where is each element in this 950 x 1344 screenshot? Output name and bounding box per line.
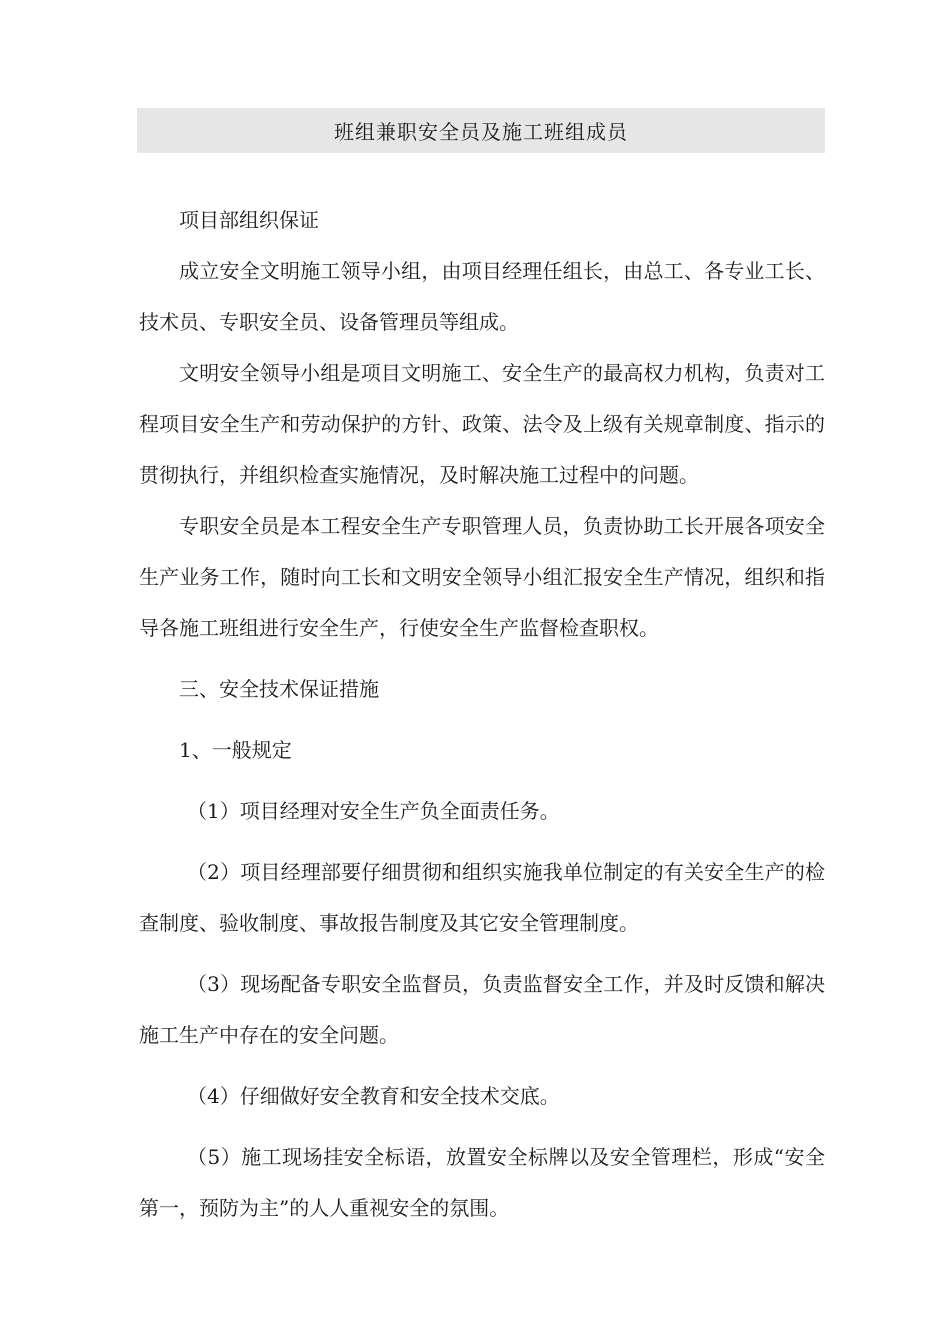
list-item-4: （4）仔细做好安全教育和安全技术交底。 [187,1084,560,1108]
list-item-2: （2）项目经理部要仔细贯彻和组织实施我单位制定的有关安全生产的检查制度、验收制度、事故报告制度及其它安全管理制度。 [139,860,825,935]
banner-title: 班组兼职安全员及施工班组成员 [334,120,628,144]
paragraph-leadership-group: 成立安全文明施工领导小组，由项目经理任组长，由总工、各专业工长、技术员、专职安全员、设备管理员等组成。 [139,259,825,334]
subsection-heading-general-rules: 1、一般规定 [179,738,292,762]
list-item-1: （1）项目经理对安全生产负全面责任务。 [187,799,560,823]
paragraph-safety-officer: 专职安全员是本工程安全生产专职管理人员，负责协助工长开展各项安全生产业务工作，随时向工长和文明安全领导小组汇报安全生产情况，组织和指导各施工班组进行安全生产，行使安全生产监督检查职权。 [139,514,825,640]
section-heading-safety-measures: 三、安全技术保证措施 [179,677,379,701]
list-item-5: （5）施工现场挂安全标语，放置安全标牌以及安全管理栏，形成“安全第一，预防为主”的人人重视安全的氛围。 [139,1145,825,1220]
document-body [139,195,825,1234]
list-item-3: （3）现场配备专职安全监督员，负责监督安全工作，并及时反馈和解决施工生产中存在的安全问题。 [139,972,825,1047]
paragraph-org-guarantee: 项目部组织保证 [179,208,319,232]
paragraph-leadership-duties: 文明安全领导小组是项目文明施工、安全生产的最高权力机构，负责对工程项目安全生产和劳动保护的方针、政策、法令及上级有关规章制度、指示的贯彻执行，并组织检查实施情况，及时解决施工过程中的问题。 [139,361,825,487]
section-banner [137,108,825,153]
